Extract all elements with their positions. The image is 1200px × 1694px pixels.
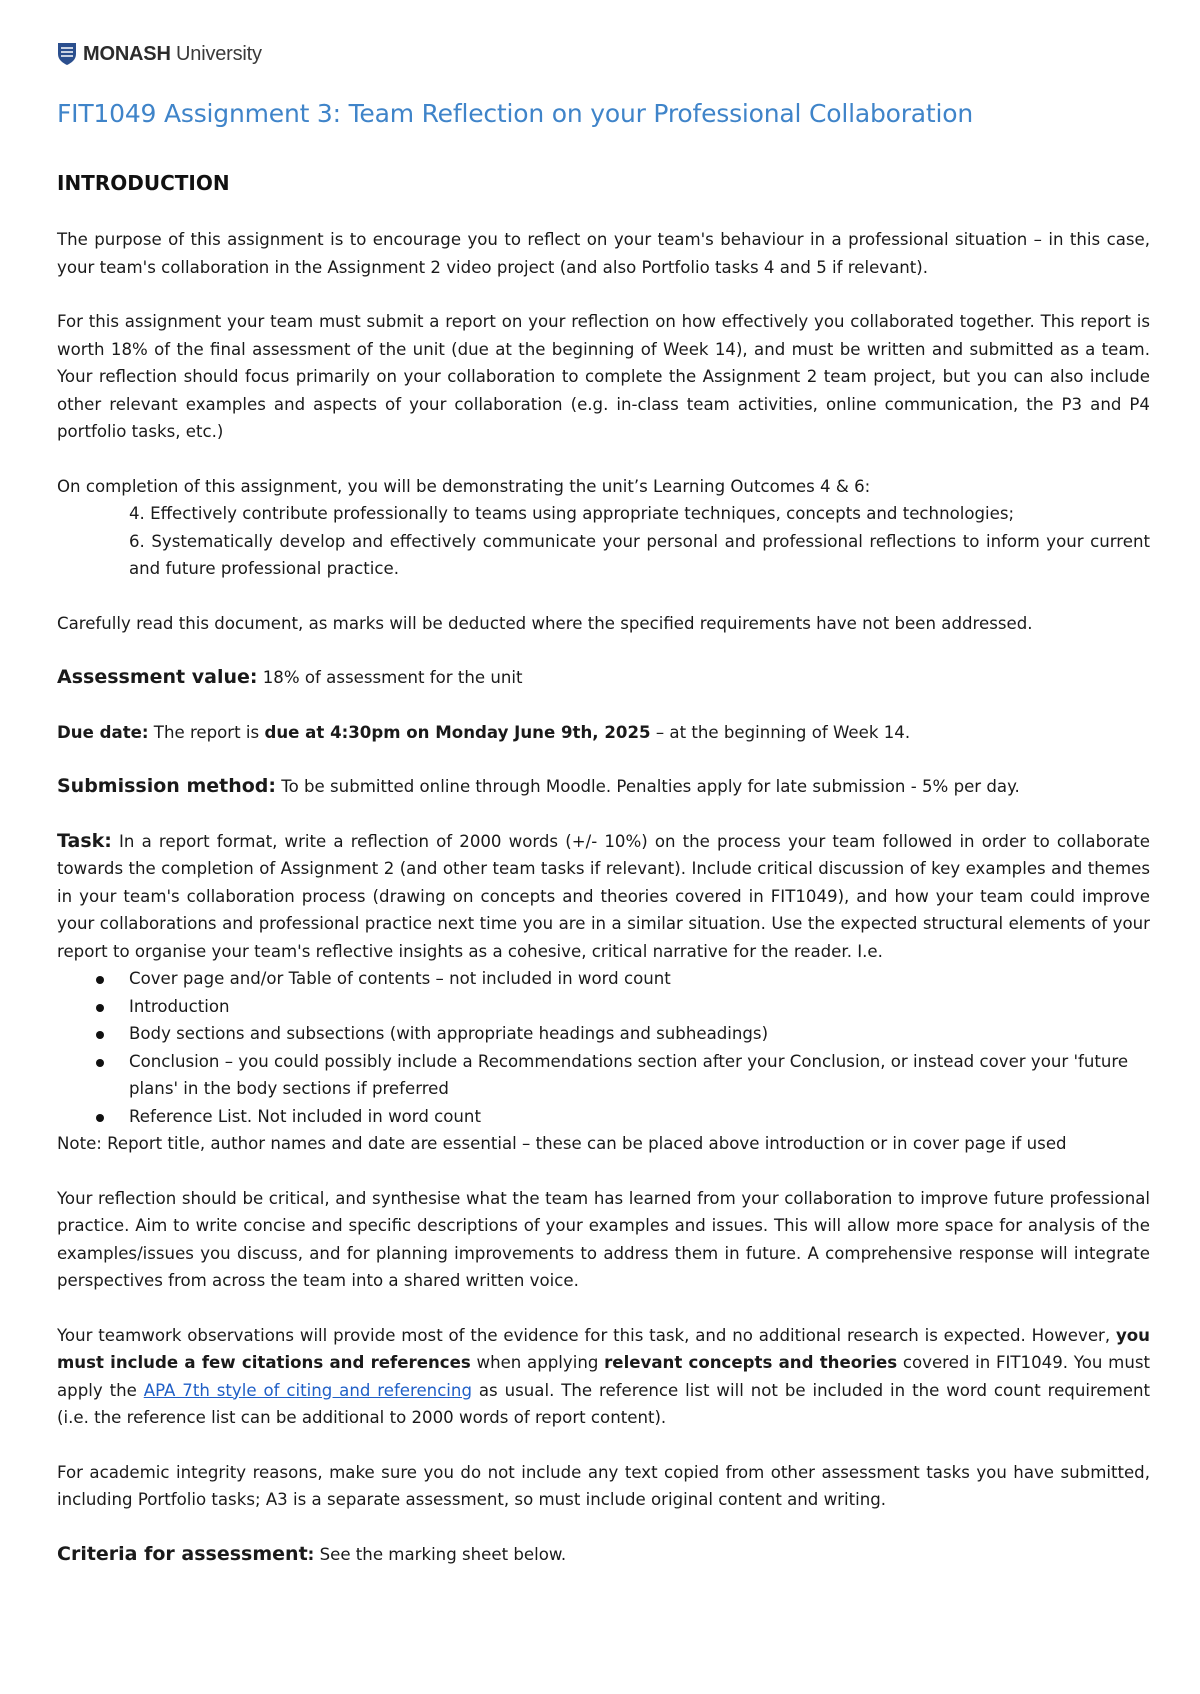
due-date [57, 719, 1150, 747]
criteria-colon: : [307, 1544, 315, 1564]
due-date-post: – at the beginning of Week 14. [650, 722, 911, 742]
paragraph-critical-reflection: Your reflection should be critical, and synthesise what the team has learned from your collaboration to improve future professional practice. Aim to write concise and specific descriptions of your examples and issues. This will allow more space for analysis of the examples/issues you discuss, and for planning improvements to address them in future. A comprehensive response will integrate perspectives from across the team into a shared written voice. [57, 1188, 1150, 1290]
criteria-label: Criteria for assessment [57, 1542, 308, 1565]
paragraph-citations [57, 1322, 1150, 1432]
submission-method-label: Submission method: [57, 775, 276, 797]
citations-text-b: you must include a few citations and references [57, 1325, 1150, 1372]
list-item: Reference List. Not included in word count [129, 1103, 1150, 1131]
due-date-label: Due date: [57, 722, 149, 742]
citations-text-d: relevant concepts and theories [604, 1353, 898, 1372]
assessment-value-text: 18% of assessment for the unit [257, 668, 523, 687]
list-item: Cover page and/or Table of contents – not included in word count [129, 965, 1150, 993]
learning-outcome-4: 4. Effectively contribute professionally to teams using appropriate techniques, concepts and technologies; [129, 504, 1015, 523]
citations-text-a: Your teamwork observations will provide most of the evidence for this task, and no additional research is expected. However, [57, 1325, 1116, 1345]
paragraph-purpose: The purpose of this assignment is to encourage you to reflect on your team's behaviour in a professional situation – in this case, your team's collaboration in the Assignment 2 video project (and also Portfolio tasks 4 and 5 if relevant). [57, 230, 1150, 277]
due-date-value: due at 4:30pm on Monday June 9th, 2025 [264, 722, 651, 742]
criteria-for-assessment [57, 1541, 1150, 1569]
list-item: Conclusion – you could possibly include a Recommendations section after your Conclusion, or instead cover your 'future plans' in the body sections if preferred [129, 1048, 1150, 1103]
citations-text-e: covered in FIT1049. You must apply the [57, 1353, 1150, 1400]
page-title: FIT1049 Assignment 3: Team Reflection on your Professional Collaboration [57, 99, 974, 128]
list-item: Body sections and subsections (with appropriate headings and subheadings) [129, 1020, 1150, 1048]
citations-text-c: when applying [470, 1353, 605, 1372]
due-date-pre: The report is [148, 722, 265, 742]
assessment-value-label: Assessment value: [57, 666, 258, 688]
report-structure-list [57, 965, 1150, 1130]
document-body [57, 226, 1150, 1595]
logo-wordmark: MONASH University [83, 42, 262, 65]
citations-text-f: as usual. The reference list will not be included in the word count requirement (i.e. the reference list can be additional to 2000 words of report content). [57, 1380, 1151, 1427]
paragraph-learning-outcomes-lead: On completion of this assignment, you will be demonstrating the unit’s Learning Outcomes 4 & 6: [57, 476, 871, 496]
paragraph-read-carefully: Carefully read this document, as marks will be deducted where the specified requirements have not been addressed. [57, 613, 1033, 633]
monash-shield-icon [57, 42, 77, 66]
paragraph-academic-integrity: For academic integrity reasons, make sure you do not include any text copied from other assessment tasks you have submitted, including Portfolio tasks; A3 is a separate assessment, so must include original content and writing. [57, 1462, 1150, 1509]
task-label: Task: [57, 829, 112, 852]
criteria-text: See the marking sheet below. [314, 1544, 567, 1564]
paragraph-report-overview: For this assignment your team must submit a report on your reflection on how effectively you collaborated together. This report is worth 18% of the final assessment of the unit (due at the beginning of Week 14), and must be written and submitted as a team. Your reflection should focus primarily on your collaboration to complete the Assignment 2 team project, but you can also include other relevant examples and aspects of your collaboration (e.g. in-class team activities, online communication, the P3 and P4 portfolio tasks, etc.) [57, 312, 1150, 441]
apa-referencing-link[interactable]: APA 7th style of citing and referencing [143, 1380, 472, 1400]
introduction-heading: INTRODUCTION [57, 171, 230, 195]
task-text: In a report format, write a reflection of 2000 words (+/- 10%) on the process your team followed in order to collaborate towards the completion of Assignment 2 (and other team tasks if relevant). Include critical discussion of key examples and themes in your team's collaboration process (drawing on concepts and theories covered in FIT1049), and how your team could improve your collaborations and professional practice next time you are in a similar situation. Use the expected structural elements of your report to organise your team's reflective insights as a cohesive, critical narrative for the reader. I.e. [57, 831, 1150, 961]
assessment-value [57, 664, 1150, 692]
submission-method-text: To be submitted online through Moodle. Penalties apply for late submission - 5% per day. [276, 777, 1020, 796]
list-item: Introduction [129, 993, 1150, 1021]
task-description [57, 828, 1150, 966]
monash-logo [57, 42, 262, 66]
report-note: Note: Report title, author names and date are essential – these can be placed above introduction or in cover page if used [57, 1134, 1067, 1153]
submission-method [57, 773, 1150, 801]
learning-outcome-6: 6. Systematically develop and effectively communicate your personal and professional reflections to inform your current and future professional practice. [129, 531, 1150, 578]
